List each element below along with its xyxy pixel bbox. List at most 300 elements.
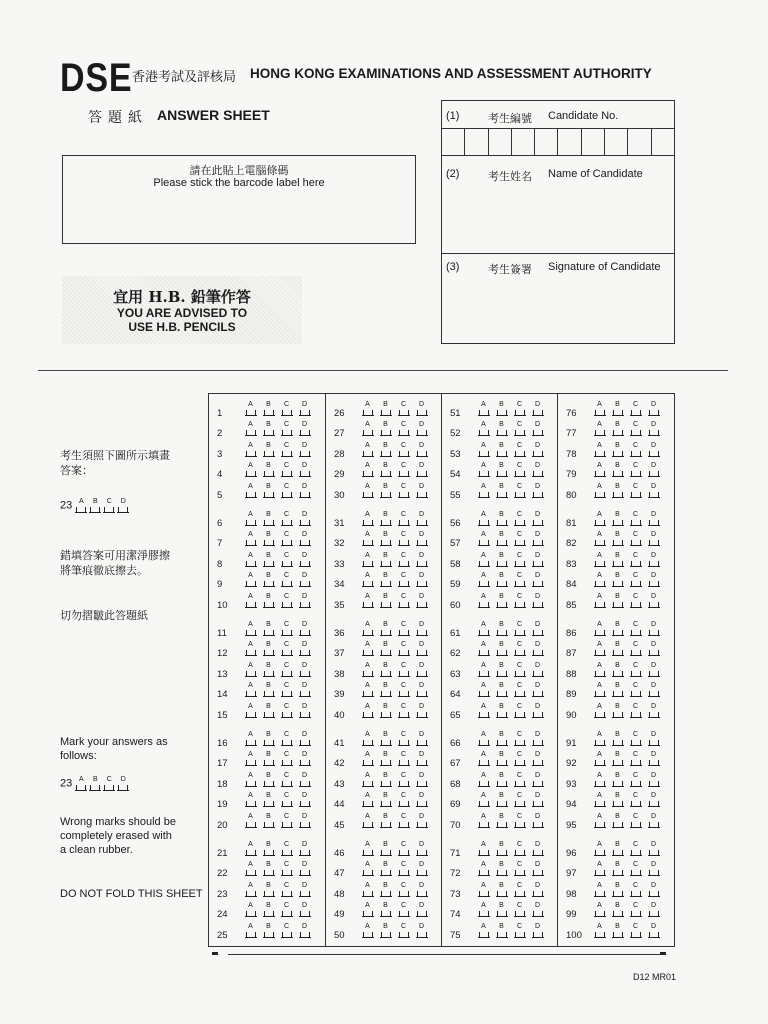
bubble-box[interactable] (649, 760, 659, 766)
bubble-box[interactable] (300, 822, 310, 828)
bubble-box[interactable] (631, 561, 641, 567)
bubble-c[interactable] (512, 682, 527, 697)
bubble-box[interactable] (282, 471, 292, 477)
bubble-a[interactable] (243, 813, 258, 828)
bubble-box[interactable] (300, 932, 310, 938)
bubble-a[interactable] (592, 662, 607, 677)
bubble-d[interactable] (297, 593, 312, 608)
bubble-d[interactable] (646, 421, 661, 436)
bubble-box[interactable] (381, 891, 391, 897)
bubble-c[interactable] (396, 861, 411, 876)
bubble-b[interactable] (610, 882, 625, 897)
bubble-d[interactable] (646, 531, 661, 546)
bubble-d[interactable] (530, 641, 545, 656)
bubble-a[interactable] (360, 462, 375, 477)
bubble-box[interactable] (631, 932, 641, 938)
bubble-d[interactable] (530, 401, 545, 416)
bubble-box[interactable] (300, 540, 310, 546)
bubble-b[interactable] (261, 882, 276, 897)
bubble-a[interactable] (592, 401, 607, 416)
bubble-a[interactable] (592, 682, 607, 697)
bubble-b[interactable] (261, 861, 276, 876)
bubble-d[interactable] (530, 792, 545, 807)
bubble-box[interactable] (515, 410, 525, 416)
bubble-box[interactable] (363, 781, 373, 787)
bubble-a[interactable] (243, 621, 258, 636)
bubble-box[interactable] (479, 471, 489, 477)
bubble-box[interactable] (381, 650, 391, 656)
bubble-c[interactable] (512, 751, 527, 766)
bubble-c[interactable] (279, 792, 294, 807)
bubble-c[interactable] (396, 662, 411, 677)
bubble-d[interactable] (297, 772, 312, 787)
bubble-c[interactable] (628, 442, 643, 457)
bubble-c[interactable] (279, 511, 294, 526)
bubble-box[interactable] (515, 451, 525, 457)
bubble-c[interactable] (512, 483, 527, 498)
bubble-d[interactable] (414, 483, 429, 498)
bubble-box[interactable] (649, 581, 659, 587)
bubble-box[interactable] (381, 932, 391, 938)
bubble-c[interactable] (279, 682, 294, 697)
bubble-box[interactable] (533, 691, 543, 697)
bubble-d[interactable] (414, 401, 429, 416)
bubble-box[interactable] (381, 630, 391, 636)
bubble-d[interactable] (646, 641, 661, 656)
bubble-b[interactable] (610, 511, 625, 526)
bubble-box[interactable] (399, 430, 409, 436)
bubble-b[interactable] (610, 662, 625, 677)
bubble-box[interactable] (264, 932, 274, 938)
bubble-box[interactable] (399, 822, 409, 828)
bubble-box[interactable] (479, 870, 489, 876)
bubble-b[interactable] (494, 792, 509, 807)
bubble-b[interactable] (378, 882, 393, 897)
bubble-c[interactable] (628, 813, 643, 828)
bubble-c[interactable] (628, 511, 643, 526)
bubble-box[interactable] (282, 740, 292, 746)
bubble-b[interactable] (378, 593, 393, 608)
bubble-box[interactable] (381, 760, 391, 766)
bubble-box[interactable] (417, 561, 427, 567)
bubble-c[interactable] (628, 923, 643, 938)
bubble-box[interactable] (497, 671, 507, 677)
bubble-a[interactable] (476, 593, 491, 608)
bubble-d[interactable] (646, 593, 661, 608)
bubble-box[interactable] (381, 602, 391, 608)
bubble-b[interactable] (494, 421, 509, 436)
bubble-box[interactable] (613, 581, 623, 587)
bubble-box[interactable] (399, 410, 409, 416)
bubble-box[interactable] (417, 781, 427, 787)
bubble-box[interactable] (417, 850, 427, 856)
bubble-c[interactable] (512, 593, 527, 608)
bubble-b[interactable] (378, 841, 393, 856)
bubble-box[interactable] (497, 932, 507, 938)
bubble-box[interactable] (118, 785, 128, 791)
bubble-b[interactable] (378, 442, 393, 457)
bubble-box[interactable] (363, 581, 373, 587)
bubble-box[interactable] (282, 760, 292, 766)
bubble-box[interactable] (264, 760, 274, 766)
bubble-b[interactable] (261, 483, 276, 498)
bubble-box[interactable] (300, 712, 310, 718)
bubble-box[interactable] (649, 671, 659, 677)
bubble-d[interactable] (530, 442, 545, 457)
bubble-d[interactable] (414, 511, 429, 526)
bubble-box[interactable] (399, 520, 409, 526)
bubble-a[interactable] (476, 751, 491, 766)
bubble-box[interactable] (282, 410, 292, 416)
bubble-box[interactable] (649, 691, 659, 697)
bubble-box[interactable] (246, 540, 256, 546)
bubble-b[interactable] (494, 593, 509, 608)
bubble-c[interactable] (628, 401, 643, 416)
bubble-a[interactable] (243, 902, 258, 917)
bubble-box[interactable] (595, 561, 605, 567)
bubble-box[interactable] (497, 451, 507, 457)
bubble-box[interactable] (479, 801, 489, 807)
bubble-c[interactable] (628, 792, 643, 807)
bubble-d[interactable] (530, 703, 545, 718)
bubble-c[interactable] (628, 531, 643, 546)
bubble-d[interactable] (646, 861, 661, 876)
bubble-d[interactable] (297, 421, 312, 436)
bubble-b[interactable] (378, 421, 393, 436)
bubble-box[interactable] (300, 581, 310, 587)
bubble-box[interactable] (264, 691, 274, 697)
bubble-c[interactable] (279, 861, 294, 876)
bubble-a[interactable] (360, 662, 375, 677)
bubble-a[interactable] (75, 776, 87, 791)
bubble-a[interactable] (243, 531, 258, 546)
bubble-box[interactable] (533, 630, 543, 636)
bubble-c[interactable] (512, 531, 527, 546)
bubble-d[interactable] (297, 682, 312, 697)
bubble-box[interactable] (264, 492, 274, 498)
bubble-box[interactable] (282, 561, 292, 567)
bubble-box[interactable] (497, 540, 507, 546)
bubble-b[interactable] (378, 792, 393, 807)
bubble-c[interactable] (396, 682, 411, 697)
bubble-box[interactable] (381, 471, 391, 477)
bubble-d[interactable] (646, 462, 661, 477)
bubble-box[interactable] (631, 801, 641, 807)
bubble-box[interactable] (515, 602, 525, 608)
bubble-d[interactable] (297, 531, 312, 546)
bubble-b[interactable] (378, 511, 393, 526)
bubble-b[interactable] (610, 621, 625, 636)
bubble-box[interactable] (497, 520, 507, 526)
bubble-box[interactable] (417, 410, 427, 416)
bubble-d[interactable] (530, 511, 545, 526)
bubble-box[interactable] (417, 520, 427, 526)
bubble-d[interactable] (414, 442, 429, 457)
bubble-box[interactable] (399, 712, 409, 718)
bubble-d[interactable] (646, 882, 661, 897)
bubble-box[interactable] (479, 520, 489, 526)
bubble-c[interactable] (512, 462, 527, 477)
bubble-box[interactable] (246, 891, 256, 897)
bubble-box[interactable] (515, 801, 525, 807)
bubble-box[interactable] (246, 650, 256, 656)
bubble-box[interactable] (300, 801, 310, 807)
bubble-box[interactable] (649, 602, 659, 608)
bubble-b[interactable] (610, 401, 625, 416)
bubble-a[interactable] (243, 572, 258, 587)
bubble-box[interactable] (417, 471, 427, 477)
bubble-box[interactable] (515, 561, 525, 567)
bubble-box[interactable] (300, 410, 310, 416)
bubble-box[interactable] (399, 671, 409, 677)
bubble-d[interactable] (297, 902, 312, 917)
bubble-d[interactable] (646, 923, 661, 938)
bubble-c[interactable] (279, 421, 294, 436)
bubble-d[interactable] (414, 662, 429, 677)
bubble-c[interactable] (396, 421, 411, 436)
bubble-d[interactable] (530, 531, 545, 546)
bubble-box[interactable] (649, 740, 659, 746)
bubble-box[interactable] (246, 691, 256, 697)
bubble-box[interactable] (282, 870, 292, 876)
bubble-box[interactable] (264, 602, 274, 608)
bubble-b[interactable] (494, 531, 509, 546)
bubble-box[interactable] (595, 850, 605, 856)
digit-box[interactable] (512, 129, 535, 156)
bubble-box[interactable] (631, 581, 641, 587)
bubble-box[interactable] (515, 430, 525, 436)
bubble-box[interactable] (649, 712, 659, 718)
bubble-a[interactable] (360, 421, 375, 436)
bubble-d[interactable] (297, 662, 312, 677)
bubble-c[interactable] (512, 572, 527, 587)
bubble-box[interactable] (479, 430, 489, 436)
bubble-b[interactable] (494, 462, 509, 477)
bubble-box[interactable] (533, 520, 543, 526)
bubble-box[interactable] (363, 712, 373, 718)
bubble-a[interactable] (476, 703, 491, 718)
bubble-a[interactable] (243, 511, 258, 526)
bubble-box[interactable] (533, 650, 543, 656)
digit-box[interactable] (558, 129, 581, 156)
bubble-a[interactable] (243, 682, 258, 697)
bubble-b[interactable] (378, 861, 393, 876)
bubble-box[interactable] (282, 602, 292, 608)
bubble-b[interactable] (494, 902, 509, 917)
bubble-d[interactable] (646, 902, 661, 917)
bubble-c[interactable] (396, 703, 411, 718)
bubble-box[interactable] (613, 451, 623, 457)
bubble-box[interactable] (246, 712, 256, 718)
bubble-c[interactable] (628, 641, 643, 656)
bubble-c[interactable] (396, 772, 411, 787)
bubble-d[interactable] (530, 861, 545, 876)
bubble-box[interactable] (246, 430, 256, 436)
bubble-box[interactable] (479, 671, 489, 677)
bubble-a[interactable] (476, 552, 491, 567)
bubble-box[interactable] (595, 801, 605, 807)
bubble-d[interactable] (530, 421, 545, 436)
bubble-b[interactable] (378, 923, 393, 938)
bubble-box[interactable] (533, 430, 543, 436)
bubble-d[interactable] (646, 813, 661, 828)
bubble-box[interactable] (282, 691, 292, 697)
bubble-box[interactable] (631, 781, 641, 787)
bubble-b[interactable] (378, 531, 393, 546)
bubble-c[interactable] (396, 792, 411, 807)
bubble-box[interactable] (417, 911, 427, 917)
bubble-box[interactable] (515, 671, 525, 677)
bubble-box[interactable] (246, 801, 256, 807)
bubble-a[interactable] (360, 531, 375, 546)
bubble-c[interactable] (279, 483, 294, 498)
bubble-d[interactable] (414, 861, 429, 876)
bubble-d[interactable] (414, 703, 429, 718)
bubble-box[interactable] (595, 492, 605, 498)
bubble-box[interactable] (417, 451, 427, 457)
bubble-box[interactable] (613, 760, 623, 766)
bubble-box[interactable] (264, 410, 274, 416)
bubble-d[interactable] (414, 531, 429, 546)
bubble-d[interactable] (297, 751, 312, 766)
bubble-d[interactable] (297, 923, 312, 938)
bubble-a[interactable] (592, 621, 607, 636)
bubble-d[interactable] (530, 572, 545, 587)
bubble-a[interactable] (476, 621, 491, 636)
bubble-box[interactable] (613, 870, 623, 876)
bubble-a[interactable] (243, 882, 258, 897)
bubble-box[interactable] (264, 561, 274, 567)
bubble-c[interactable] (512, 772, 527, 787)
bubble-a[interactable] (243, 662, 258, 677)
bubble-box[interactable] (649, 492, 659, 498)
bubble-b[interactable] (494, 703, 509, 718)
bubble-box[interactable] (282, 630, 292, 636)
bubble-b[interactable] (610, 442, 625, 457)
bubble-box[interactable] (631, 602, 641, 608)
bubble-a[interactable] (476, 421, 491, 436)
bubble-box[interactable] (631, 891, 641, 897)
bubble-a[interactable] (243, 483, 258, 498)
bubble-box[interactable] (649, 540, 659, 546)
bubble-c[interactable] (279, 772, 294, 787)
bubble-b[interactable] (261, 703, 276, 718)
bubble-box[interactable] (381, 581, 391, 587)
bubble-box[interactable] (399, 740, 409, 746)
bubble-box[interactable] (595, 671, 605, 677)
bubble-box[interactable] (631, 691, 641, 697)
bubble-box[interactable] (515, 712, 525, 718)
bubble-box[interactable] (595, 471, 605, 477)
bubble-box[interactable] (246, 561, 256, 567)
bubble-c[interactable] (396, 593, 411, 608)
digit-box[interactable] (605, 129, 628, 156)
bubble-a[interactable] (360, 621, 375, 636)
bubble-box[interactable] (417, 671, 427, 677)
bubble-a[interactable] (592, 731, 607, 746)
bubble-box[interactable] (497, 561, 507, 567)
bubble-box[interactable] (613, 850, 623, 856)
bubble-box[interactable] (300, 740, 310, 746)
bubble-d[interactable] (530, 462, 545, 477)
bubble-d[interactable] (297, 621, 312, 636)
bubble-a[interactable] (592, 511, 607, 526)
bubble-box[interactable] (381, 671, 391, 677)
bubble-box[interactable] (300, 492, 310, 498)
bubble-box[interactable] (479, 781, 489, 787)
bubble-box[interactable] (76, 785, 86, 791)
bubble-b[interactable] (378, 682, 393, 697)
bubble-box[interactable] (264, 822, 274, 828)
bubble-b[interactable] (261, 572, 276, 587)
bubble-box[interactable] (399, 691, 409, 697)
bubble-box[interactable] (246, 581, 256, 587)
bubble-box[interactable] (595, 870, 605, 876)
bubble-box[interactable] (497, 602, 507, 608)
bubble-c[interactable] (279, 923, 294, 938)
bubble-box[interactable] (649, 801, 659, 807)
bubble-box[interactable] (595, 430, 605, 436)
bubble-a[interactable] (476, 531, 491, 546)
bubble-a[interactable] (360, 902, 375, 917)
bubble-c[interactable] (396, 531, 411, 546)
bubble-box[interactable] (497, 781, 507, 787)
bubble-box[interactable] (264, 891, 274, 897)
bubble-c[interactable] (279, 462, 294, 477)
bubble-box[interactable] (533, 781, 543, 787)
bubble-box[interactable] (363, 540, 373, 546)
bubble-c[interactable] (279, 902, 294, 917)
bubble-c[interactable] (512, 442, 527, 457)
bubble-box[interactable] (300, 911, 310, 917)
bubble-b[interactable] (261, 682, 276, 697)
bubble-a[interactable] (360, 593, 375, 608)
bubble-box[interactable] (631, 410, 641, 416)
bubble-box[interactable] (399, 801, 409, 807)
bubble-c[interactable] (512, 882, 527, 897)
bubble-box[interactable] (363, 451, 373, 457)
bubble-c[interactable] (279, 813, 294, 828)
bubble-box[interactable] (264, 520, 274, 526)
bubble-box[interactable] (595, 712, 605, 718)
bubble-b[interactable] (610, 703, 625, 718)
bubble-d[interactable] (414, 902, 429, 917)
bubble-c[interactable] (512, 731, 527, 746)
bubble-b[interactable] (378, 813, 393, 828)
bubble-a[interactable] (592, 772, 607, 787)
bubble-b[interactable] (261, 462, 276, 477)
bubble-c[interactable] (628, 772, 643, 787)
bubble-d[interactable] (297, 572, 312, 587)
bubble-b[interactable] (610, 731, 625, 746)
bubble-b[interactable] (494, 552, 509, 567)
digit-box[interactable] (465, 129, 488, 156)
bubble-box[interactable] (381, 451, 391, 457)
bubble-a[interactable] (592, 813, 607, 828)
bubble-a[interactable] (243, 861, 258, 876)
bubble-a[interactable] (476, 882, 491, 897)
bubble-d[interactable] (297, 401, 312, 416)
bubble-box[interactable] (417, 712, 427, 718)
bubble-d[interactable] (646, 731, 661, 746)
digit-box[interactable] (442, 129, 465, 156)
bubble-box[interactable] (246, 850, 256, 856)
bubble-b[interactable] (610, 572, 625, 587)
bubble-box[interactable] (381, 561, 391, 567)
bubble-box[interactable] (417, 691, 427, 697)
bubble-box[interactable] (363, 650, 373, 656)
bubble-box[interactable] (417, 492, 427, 498)
